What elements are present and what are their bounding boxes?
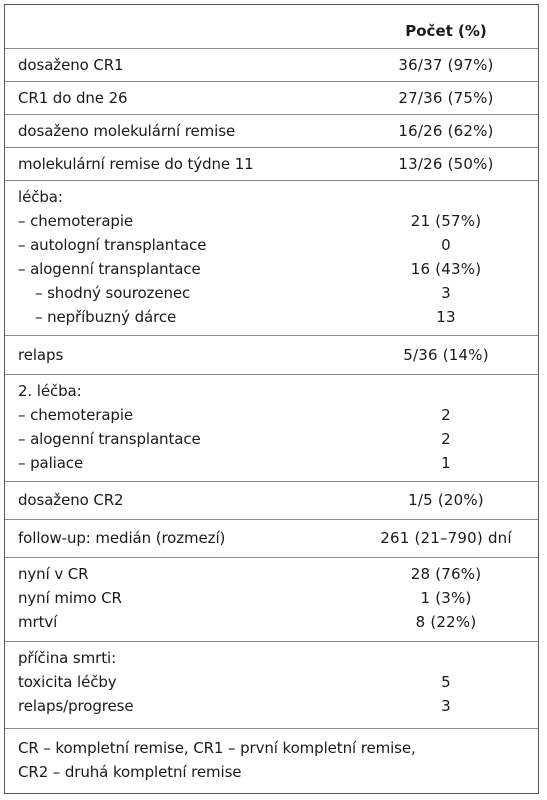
row-value: 5	[441, 673, 451, 691]
row-label: 2. léčba:	[18, 382, 82, 400]
row-divider	[5, 147, 538, 148]
group-heading-treatment	[5, 185, 538, 209]
table-row	[5, 586, 538, 610]
row-value: 21 (57%)	[410, 212, 482, 230]
row-label: – paliace	[18, 454, 84, 472]
row-value: 0	[441, 236, 451, 254]
footnote-divider	[5, 728, 538, 729]
row-label: relaps/progrese	[18, 697, 134, 715]
row-value: 5/36 (14%)	[403, 346, 489, 364]
table-header-row	[5, 19, 538, 43]
table-row	[5, 281, 538, 305]
footnote	[5, 736, 538, 760]
row-value: 1	[441, 454, 451, 472]
table-row	[5, 526, 538, 550]
footnote-line: CR2 – druhá kompletní remise	[18, 763, 242, 781]
row-label: – autologní transplantace	[18, 236, 207, 254]
row-label: – chemoterapie	[18, 406, 134, 424]
row-label: nyní v CR	[18, 565, 89, 583]
row-label: dosaženo molekulární remise	[18, 122, 236, 140]
table-row	[5, 86, 538, 110]
row-value: 2	[441, 430, 451, 448]
table-row	[5, 562, 538, 586]
row-value: 28 (76%)	[410, 565, 482, 583]
table-row	[5, 53, 538, 77]
header-divider	[5, 48, 538, 49]
row-divider	[5, 335, 538, 336]
table-row	[5, 257, 538, 281]
table-row	[5, 209, 538, 233]
row-divider	[5, 180, 538, 181]
row-value: 16/26 (62%)	[398, 122, 494, 140]
row-label: – alogenní transplantace	[18, 260, 201, 278]
column-header-count: Počet (%)	[405, 22, 487, 40]
row-label: dosaženo CR2	[18, 491, 124, 509]
table-row	[5, 670, 538, 694]
table-row	[5, 694, 538, 718]
table-row	[5, 451, 538, 475]
row-label: mrtví	[18, 613, 58, 631]
row-divider	[5, 641, 538, 642]
row-label: follow-up: medián (rozmezí)	[18, 529, 226, 547]
table-row	[5, 119, 538, 143]
row-value: 27/36 (75%)	[398, 89, 494, 107]
row-value: 16 (43%)	[410, 260, 482, 278]
row-label: CR1 do dne 26	[18, 89, 128, 107]
row-value: 2	[441, 406, 451, 424]
table-row	[5, 152, 538, 176]
table-row	[5, 233, 538, 257]
table-row	[5, 343, 538, 367]
group-heading-cause-of-death	[5, 646, 538, 670]
row-value: 8 (22%)	[415, 613, 477, 631]
table-row	[5, 305, 538, 329]
row-label: toxicita léčby	[18, 673, 117, 691]
row-label: – chemoterapie	[18, 212, 134, 230]
row-label: léčba:	[18, 188, 63, 206]
footnote	[5, 760, 538, 784]
row-label: dosaženo CR1	[18, 56, 124, 74]
row-value: 3	[441, 697, 451, 715]
row-divider	[5, 374, 538, 375]
row-label: – shodný sourozenec	[35, 284, 191, 302]
footnote-line: CR – kompletní remise, CR1 – první kompletní remise,	[18, 739, 416, 757]
row-divider	[5, 557, 538, 558]
row-label: – nepříbuzný dárce	[35, 308, 177, 326]
group-heading-second-treatment	[5, 379, 538, 403]
row-value: 36/37 (97%)	[398, 56, 494, 74]
row-label: – alogenní transplantace	[18, 430, 201, 448]
table-row	[5, 427, 538, 451]
row-divider	[5, 114, 538, 115]
row-value: 13	[436, 308, 456, 326]
row-divider	[5, 481, 538, 482]
row-value: 261 (21–790) dní	[380, 529, 512, 547]
row-label: molekulární remise do týdne 11	[18, 155, 254, 173]
row-value: 1/5 (20%)	[408, 491, 484, 509]
table-row	[5, 403, 538, 427]
results-table	[4, 4, 539, 794]
table-row	[5, 610, 538, 634]
row-value: 3	[441, 284, 451, 302]
row-label: příčina smrti:	[18, 649, 117, 667]
row-label: nyní mimo CR	[18, 589, 122, 607]
row-divider	[5, 81, 538, 82]
row-value: 13/26 (50%)	[398, 155, 494, 173]
table-row	[5, 488, 538, 512]
row-label: relaps	[18, 346, 64, 364]
row-value: 1 (3%)	[420, 589, 472, 607]
row-divider	[5, 519, 538, 520]
